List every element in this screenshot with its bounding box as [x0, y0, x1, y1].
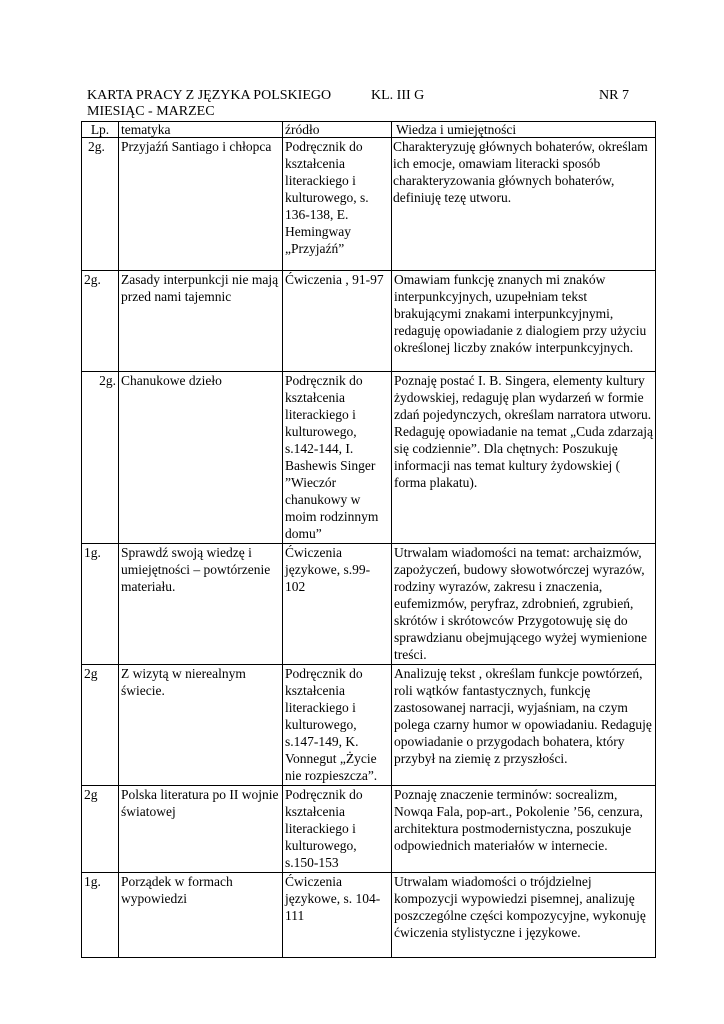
table-row [82, 271, 656, 372]
table-row [82, 873, 656, 958]
cell-zrodlo: Ćwiczenia językowe, s.99-102 [283, 544, 392, 665]
cell-zrodlo: Ćwiczenia językowe, s. 104-111 [283, 873, 392, 958]
cell-wiedza: Utrwalam wiadomości na temat: archaizmów, zapożyczeń, budowy słowotwórczej wyrazów, rodziny wyrazów, zakresu i znaczenia, eufemizmów, peryfraz, zdrobnień, zgrubień, skrótów i skrótowców Przygotowuję się do sprawdzianu obejmującego wyżej wymienione treści. [392, 544, 656, 665]
worksheet-number: NR 7 [599, 88, 629, 103]
table-row [82, 372, 656, 544]
table-row [82, 138, 656, 271]
cell-wiedza: Analizuję tekst , określam funkcje powtórzeń, roli wątków fantastycznych, funkcję zastosowanej narracji, wyjaśniam, na czym polega czarny humor w opowiadaniu. Redaguję opowiadanie o przygodach bohatera, który przybył na ziemię z przyszłości. [392, 665, 656, 786]
column-header-wiedza: Wiedza i umiejętności [392, 122, 656, 138]
lesson-plan-table [81, 121, 656, 958]
cell-tematyka: Chanukowe dzieło [119, 372, 283, 544]
table-row [82, 665, 656, 786]
cell-lp: 2g [82, 665, 119, 786]
cell-tematyka: Polska literatura po II wojnie światowej [119, 786, 283, 873]
cell-tematyka: Sprawdź swoją wiedzę i umiejętności – powtórzenie materiału. [119, 544, 283, 665]
cell-wiedza: Poznaję postać I. B. Singera, elementy kultury żydowskiej, redaguję plan wydarzeń w formie zdań pojedynczych, określam narratora utworu. Redaguję opowiadanie na temat „Cuda zdarzają się codziennie”. Dla chętnych: Poszukuję informacji nas temat kultury żydowskiej ( forma plakatu). [392, 372, 656, 544]
cell-lp: 2g [82, 786, 119, 873]
cell-wiedza: Omawiam funkcję znanych mi znaków interpunkcyjnych, uzupełniam tekst brakującymi znakami interpunkcyjnymi, redaguję opowiadanie z dialogiem przy użyciu określonej liczby znaków interpunkcyjnych. [392, 271, 656, 372]
column-header-lp: Lp. [82, 122, 119, 138]
cell-lp: 1g. [82, 544, 119, 665]
cell-lp: 2g. [82, 138, 119, 271]
cell-wiedza: Charakteryzuję głównych bohaterów, określam ich emocje, omawiam literacki sposób charakteryzowania głównych bohaterów, definiuję tezę utworu. [392, 138, 656, 271]
cell-zrodlo: Podręcznik do kształcenia literackiego i kulturowego, s.150-153 [283, 786, 392, 873]
cell-wiedza: Poznaję znaczenie terminów: socrealizm, Nowqa Fala, pop-art., Pokolenie ’56, cenzura, architektura postmodernistyczna, poszukuje odpowiednich materiałów w internecie. [392, 786, 656, 873]
column-header-zrodlo: źródło [283, 122, 392, 138]
cell-tematyka: Z wizytą w nierealnym świecie. [119, 665, 283, 786]
table-header-row [82, 122, 656, 138]
cell-tematyka: Przyjaźń Santiago i chłopca [119, 138, 283, 271]
worksheet-title: KARTA PRACY Z JĘZYKA POLSKIEGO [87, 88, 332, 103]
cell-zrodlo: Podręcznik do kształcenia literackiego i kulturowego, s.142-144, I. Bashewis Singer ”Wieczór chanukowy w moim rodzinnym domu” [283, 372, 392, 544]
cell-lp: 2g. [82, 372, 119, 544]
table-row [82, 786, 656, 873]
class-label: KL. III G [371, 88, 425, 103]
cell-lp: 1g. [82, 873, 119, 958]
cell-zrodlo: Podręcznik do kształcenia literackiego i kulturowego, s. 136-138, E. Hemingway „Przyjaźń” [283, 138, 392, 271]
cell-zrodlo: Ćwiczenia , 91-97 [283, 271, 392, 372]
table-row [82, 544, 656, 665]
cell-tematyka: Porządek w formach wypowiedzi [119, 873, 283, 958]
cell-zrodlo: Podręcznik do kształcenia literackiego i kulturowego, s.147-149, K. Vonnegut „Życie nie rozpieszcza”. [283, 665, 392, 786]
month-label: MIESIĄC - MARZEC [87, 104, 215, 119]
cell-tematyka: Zasady interpunkcji nie mają przed nami tajemnic [119, 271, 283, 372]
cell-lp: 2g. [82, 271, 119, 372]
worksheet-header [87, 88, 635, 120]
column-header-tematyka: tematyka [119, 122, 283, 138]
header-line [87, 88, 635, 104]
cell-wiedza: Utrwalam wiadomości o trójdzielnej kompozycji wypowiedzi pisemnej, analizuję poszczególne części kompozycyjne, wykonuję ćwiczenia stylistyczne i językowe. [392, 873, 656, 958]
